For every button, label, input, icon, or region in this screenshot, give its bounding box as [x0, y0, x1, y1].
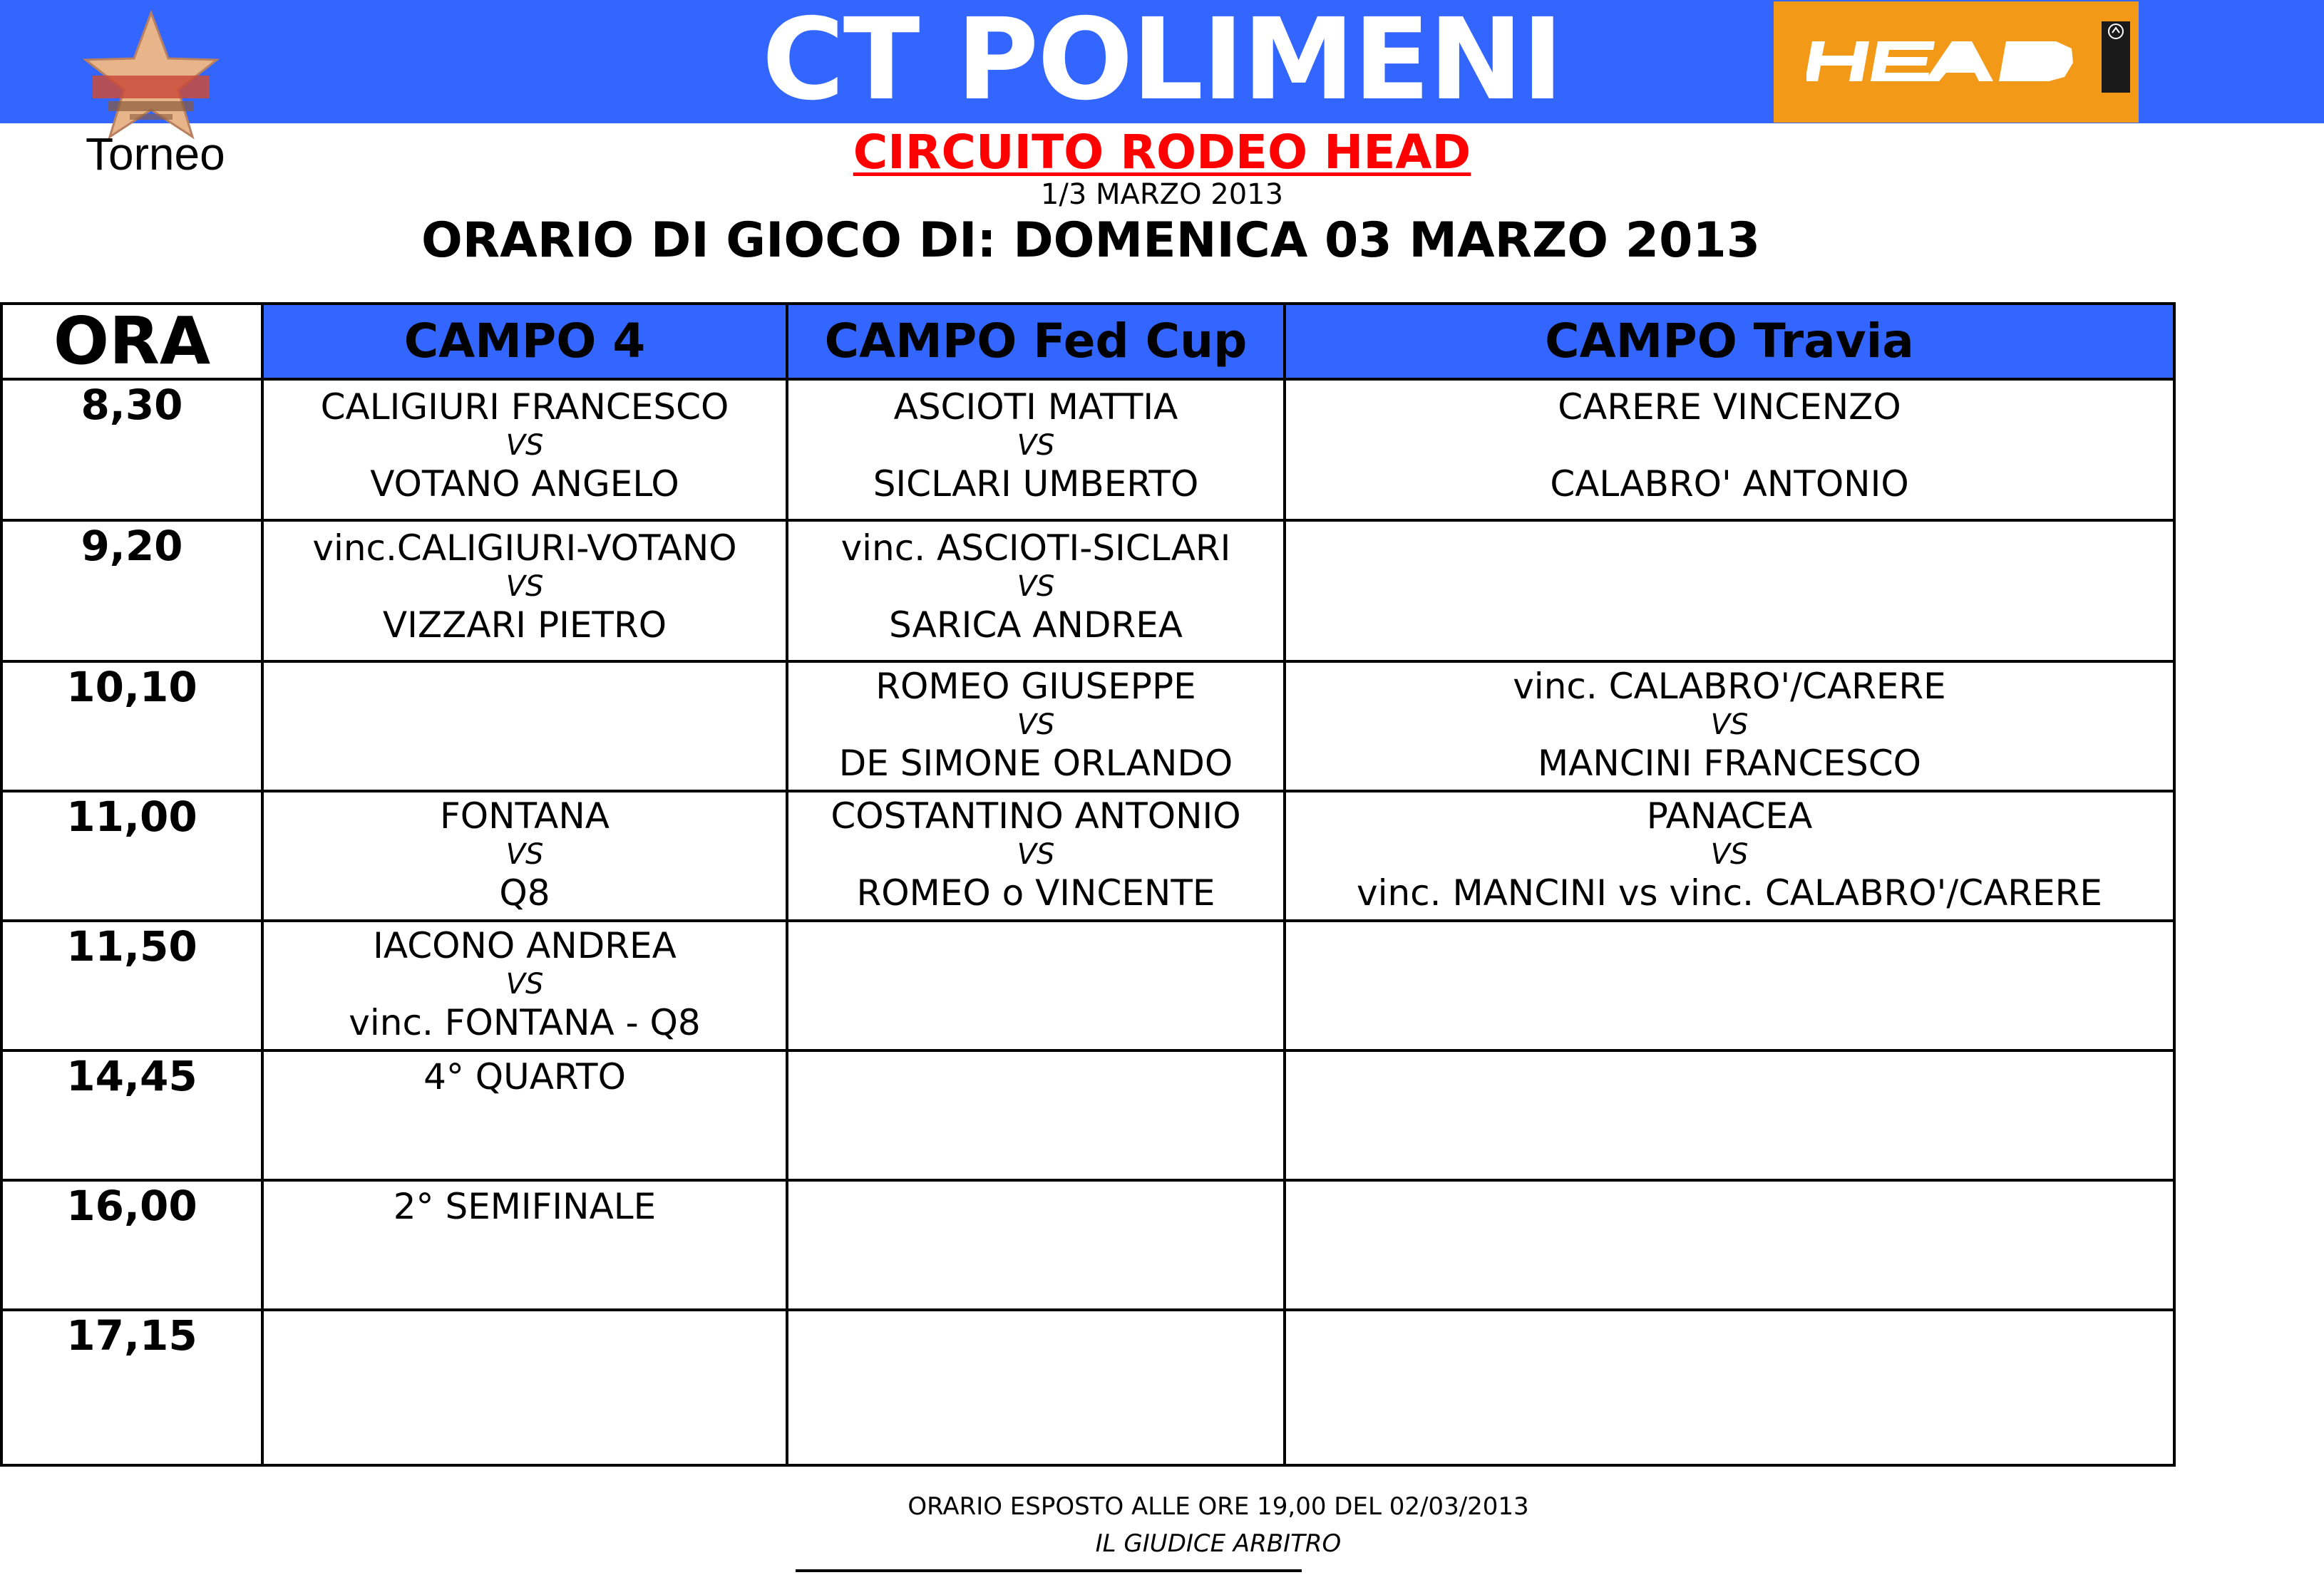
match-cell	[787, 791, 1285, 921]
page-title: CT POLIMENI	[761, 0, 1563, 125]
vs-label: VS	[505, 570, 544, 603]
player-1: COSTANTINO ANTONIO	[831, 795, 1241, 837]
player-2: CALABRO' ANTONIO	[1550, 463, 1909, 505]
vs-label: VS	[1017, 838, 1055, 871]
torneo-label: Torneo	[86, 128, 225, 180]
vs-label: VS	[1017, 708, 1055, 741]
match-cell	[787, 520, 1285, 661]
match-cell-empty	[1285, 1310, 2174, 1465]
match-cell	[262, 379, 787, 520]
head-small-icon	[2107, 23, 2124, 40]
match-cell	[1285, 791, 2174, 921]
header-campo-travia: CAMPO Travia	[1285, 304, 2174, 379]
tournament-dates: 1/3 MARZO 2013	[1040, 178, 1284, 211]
match-cell-empty	[1285, 921, 2174, 1050]
signature-line	[796, 1569, 1302, 1572]
table-row	[1, 921, 2174, 1050]
match-label: 4° QUARTO	[423, 1056, 626, 1098]
tournament-subtitle: CIRCUITO RODEO HEAD	[853, 125, 1471, 180]
table-row	[1, 520, 2174, 661]
time-cell: 9,20	[1, 520, 262, 661]
match-cell	[1285, 379, 2174, 520]
table-row	[1, 1050, 2174, 1180]
vs-label: VS	[505, 429, 544, 462]
table-row	[1, 1180, 2174, 1310]
head-logo-icon	[1806, 41, 2092, 81]
match-cell	[787, 661, 1285, 791]
match-cell	[262, 791, 787, 921]
player-2: Q8	[499, 872, 550, 914]
vs-label	[1286, 429, 2173, 462]
table-row	[1, 1310, 2174, 1465]
player-1: ROMEO GIUSEPPE	[875, 666, 1196, 707]
player-2: SARICA ANDREA	[888, 604, 1183, 646]
player-1: CARERE VINCENZO	[1558, 386, 1901, 428]
match-cell	[262, 520, 787, 661]
time-cell: 10,10	[1, 661, 262, 791]
vs-label: VS	[505, 838, 544, 871]
player-2: MANCINI FRANCESCO	[1537, 743, 1922, 784]
header-ora: ORA	[1, 304, 262, 379]
sponsor-logo	[1774, 1, 2139, 123]
vs-label: VS	[1017, 429, 1055, 462]
player-2: VOTANO ANGELO	[370, 463, 679, 505]
table-row	[1, 661, 2174, 791]
vs-label: VS	[1017, 570, 1055, 603]
player-1: IACONO ANDREA	[373, 925, 677, 966]
player-1: CALIGIURI FRANCESCO	[320, 386, 729, 428]
time-cell: 11,50	[1, 921, 262, 1050]
match-label: 2° SEMIFINALE	[393, 1186, 657, 1227]
schedule-heading: ORARIO DI GIOCO DI: DOMENICA 03 MARZO 2013	[421, 212, 1761, 269]
match-cell	[1285, 661, 2174, 791]
player-1: FONTANA	[440, 795, 610, 837]
exposed-note: ORARIO ESPOSTO ALLE ORE 19,00 DEL 02/03/2013	[908, 1492, 1529, 1521]
vs-label: VS	[1710, 708, 1749, 741]
player-1: vinc. ASCIOTI-SICLARI	[840, 527, 1231, 569]
table-row	[1, 791, 2174, 921]
match-cell-empty	[787, 1050, 1285, 1180]
match-cell-empty	[262, 661, 787, 791]
match-cell-empty	[1285, 1050, 2174, 1180]
match-cell	[787, 379, 1285, 520]
table-row	[1, 379, 2174, 520]
match-cell	[262, 1180, 787, 1310]
match-cell-empty	[262, 1310, 787, 1465]
header-campo-4: CAMPO 4	[262, 304, 787, 379]
match-cell-empty	[787, 1180, 1285, 1310]
match-cell	[262, 1050, 787, 1180]
player-2: DE SIMONE ORLANDO	[838, 743, 1233, 784]
time-cell: 14,45	[1, 1050, 262, 1180]
player-2: VIZZARI PIETRO	[382, 604, 667, 646]
vs-label: VS	[505, 968, 544, 1001]
match-cell	[262, 921, 787, 1050]
player-1: vinc. CALABRO'/CARERE	[1513, 666, 1946, 707]
match-cell-empty	[1285, 520, 2174, 661]
time-cell: 16,00	[1, 1180, 262, 1310]
player-1: vinc.CALIGIURI-VOTANO	[312, 527, 737, 569]
vs-label: VS	[1710, 838, 1749, 871]
player-2: SICLARI UMBERTO	[873, 463, 1199, 505]
schedule-table	[0, 302, 2176, 1467]
time-cell: 11,00	[1, 791, 262, 921]
player-2: vinc. MANCINI vs vinc. CALABRO'/CARERE	[1357, 872, 2102, 914]
match-cell-empty	[1285, 1180, 2174, 1310]
player-2: ROMEO o VINCENTE	[856, 872, 1215, 914]
player-1: ASCIOTI MATTIA	[893, 386, 1178, 428]
time-cell: 8,30	[1, 379, 262, 520]
time-cell: 17,15	[1, 1310, 262, 1465]
match-cell-empty	[787, 1310, 1285, 1465]
match-cell-empty	[787, 921, 1285, 1050]
player-1: PANACEA	[1646, 795, 1813, 837]
player-2: vinc. FONTANA - Q8	[349, 1002, 701, 1043]
table-header-row	[1, 304, 2174, 379]
signature-label: IL GIUDICE ARBITRO	[1095, 1529, 1342, 1558]
header-campo-fed-cup: CAMPO Fed Cup	[787, 304, 1285, 379]
